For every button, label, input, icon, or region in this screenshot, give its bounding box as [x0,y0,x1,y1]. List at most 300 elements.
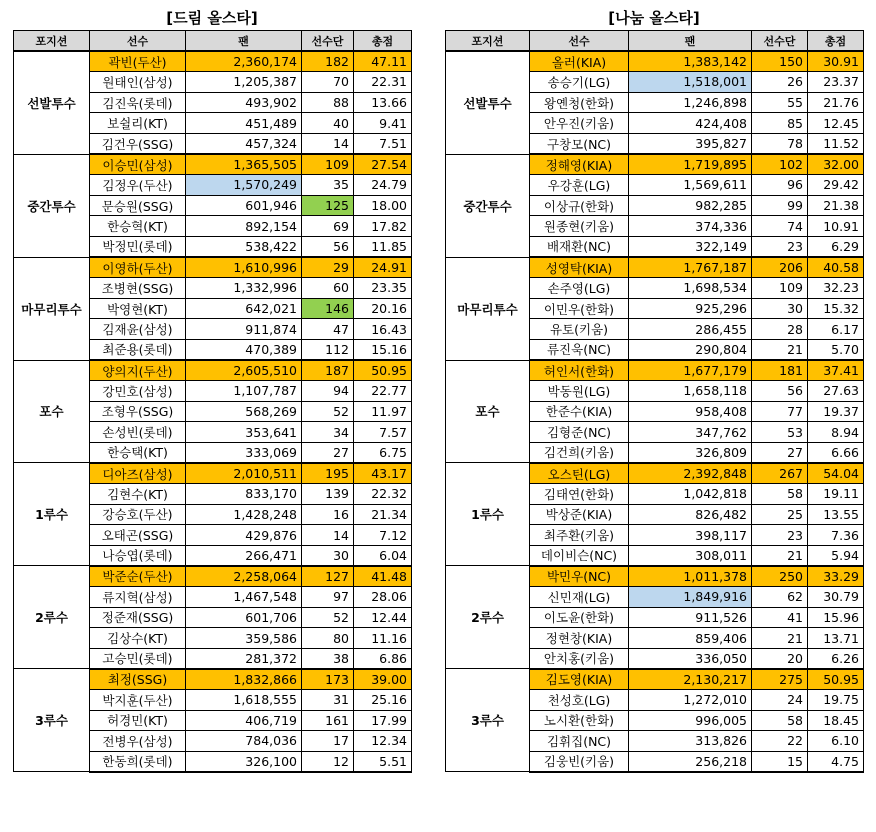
fan-votes-cell: 833,170 [186,484,302,505]
total-score-cell: 11.52 [808,133,864,154]
total-score-cell: 27.54 [354,154,412,175]
fan-votes-cell: 1,849,916 [629,587,752,608]
player-cell: 허인서(한화) [530,360,629,381]
squad-votes-cell: 206 [752,257,808,278]
squad-votes-cell: 127 [302,566,354,587]
player-cell: 정해영(KIA) [530,154,629,175]
player-cell: 전병우(삼성) [90,731,186,752]
squad-votes-cell: 275 [752,669,808,690]
fan-votes-cell: 1,767,187 [629,257,752,278]
total-score-cell: 7.57 [354,422,412,443]
squad-votes-cell: 21 [752,628,808,649]
squad-votes-cell: 80 [302,628,354,649]
player-cell: 김진욱(롯데) [90,92,186,113]
total-score-cell: 6.26 [808,648,864,669]
player-cell: 최주환(키움) [530,525,629,546]
header-fan: 팬 [186,31,302,52]
squad-votes-cell: 181 [752,360,808,381]
squad-votes-cell: 146 [302,298,354,319]
fan-votes-cell: 2,360,174 [186,51,302,72]
fan-votes-cell: 982,285 [629,195,752,216]
fan-votes-cell: 1,658,118 [629,381,752,402]
player-cell: 이상규(한화) [530,195,629,216]
player-cell: 유토(키움) [530,319,629,340]
fan-votes-cell: 1,610,996 [186,257,302,278]
total-score-cell: 18.00 [354,195,412,216]
total-score-cell: 15.32 [808,298,864,319]
fan-votes-cell: 326,809 [629,442,752,463]
squad-votes-cell: 40 [302,113,354,134]
total-score-cell: 32.00 [808,154,864,175]
table-row [14,360,412,381]
player-cell: 이민우(한화) [530,298,629,319]
total-score-cell: 7.36 [808,525,864,546]
squad-votes-cell: 125 [302,195,354,216]
fan-votes-cell: 784,036 [186,731,302,752]
player-cell: 박민우(NC) [530,566,629,587]
header-player: 선수 [90,31,186,52]
total-score-cell: 33.29 [808,566,864,587]
position-cell: 중간투수 [446,154,530,257]
squad-votes-cell: 99 [752,195,808,216]
fan-votes-cell: 333,069 [186,442,302,463]
squad-votes-cell: 23 [752,525,808,546]
fan-votes-cell: 642,021 [186,298,302,319]
position-cell: 1루수 [14,463,90,566]
player-cell: 조형우(SSG) [90,401,186,422]
total-score-cell: 7.12 [354,525,412,546]
fan-votes-cell: 308,011 [629,545,752,566]
player-cell: 이도윤(한화) [530,607,629,628]
player-cell: 성영탁(KIA) [530,257,629,278]
player-cell: 박지훈(두산) [90,690,186,711]
total-score-cell: 6.29 [808,236,864,257]
squad-votes-cell: 15 [752,751,808,772]
squad-votes-cell: 55 [752,92,808,113]
squad-votes-cell: 52 [302,401,354,422]
player-cell: 손주영(LG) [530,278,629,299]
fan-votes-cell: 1,618,555 [186,690,302,711]
table-row [14,566,412,587]
squad-votes-cell: 70 [302,72,354,93]
position-cell: 포수 [14,360,90,463]
total-score-cell: 10.91 [808,216,864,237]
squad-votes-cell: 17 [302,731,354,752]
player-cell: 김상수(KT) [90,628,186,649]
total-score-cell: 21.38 [808,195,864,216]
player-cell: 김현수(KT) [90,484,186,505]
total-score-cell: 32.23 [808,278,864,299]
squad-votes-cell: 25 [752,504,808,525]
header-position: 포지션 [14,31,90,52]
total-score-cell: 11.85 [354,236,412,257]
table-row [14,51,412,72]
header-total: 총점 [808,31,864,52]
player-cell: 박상준(KIA) [530,504,629,525]
player-cell: 김휘집(NC) [530,731,629,752]
player-cell: 김건희(키움) [530,442,629,463]
squad-votes-cell: 182 [302,51,354,72]
fan-votes-cell: 925,296 [629,298,752,319]
header-row [14,31,412,52]
fan-votes-cell: 347,762 [629,422,752,443]
squad-votes-cell: 77 [752,401,808,422]
table-row [446,463,864,484]
squad-votes-cell: 109 [302,154,354,175]
total-score-cell: 6.66 [808,442,864,463]
squad-votes-cell: 38 [302,648,354,669]
fan-votes-cell: 996,005 [629,710,752,731]
total-score-cell: 30.79 [808,587,864,608]
fan-votes-cell: 958,408 [629,401,752,422]
vote-table [13,30,412,773]
squad-votes-cell: 30 [302,545,354,566]
squad-votes-cell: 112 [302,339,354,360]
player-cell: 강민호(삼성) [90,381,186,402]
table-row [446,669,864,690]
total-score-cell: 21.34 [354,504,412,525]
fan-votes-cell: 911,874 [186,319,302,340]
total-score-cell: 37.41 [808,360,864,381]
total-score-cell: 19.11 [808,484,864,505]
panel-title: [나눔 올스타] [608,9,700,27]
player-cell: 보쉴리(KT) [90,113,186,134]
player-cell: 원종현(키움) [530,216,629,237]
total-score-cell: 50.95 [808,669,864,690]
table-row [446,257,864,278]
fan-votes-cell: 1,383,142 [629,51,752,72]
fan-votes-cell: 281,372 [186,648,302,669]
squad-votes-cell: 96 [752,175,808,196]
total-score-cell: 9.41 [354,113,412,134]
player-cell: 우강훈(LG) [530,175,629,196]
squad-votes-cell: 20 [752,648,808,669]
total-score-cell: 24.91 [354,257,412,278]
total-score-cell: 22.31 [354,72,412,93]
fan-votes-cell: 1,832,866 [186,669,302,690]
player-cell: 한승택(KT) [90,442,186,463]
fan-votes-cell: 1,569,611 [629,175,752,196]
player-cell: 왕옌청(한화) [530,92,629,113]
squad-votes-cell: 88 [302,92,354,113]
total-score-cell: 13.66 [354,92,412,113]
squad-votes-cell: 161 [302,710,354,731]
total-score-cell: 40.58 [808,257,864,278]
total-score-cell: 29.42 [808,175,864,196]
fan-votes-cell: 457,324 [186,133,302,154]
position-cell: 선발투수 [446,51,530,154]
total-score-cell: 12.45 [808,113,864,134]
dream-allstar-panel [13,6,411,773]
fan-votes-cell: 2,258,064 [186,566,302,587]
total-score-cell: 15.16 [354,339,412,360]
squad-votes-cell: 26 [752,72,808,93]
player-cell: 정현창(KIA) [530,628,629,649]
fan-votes-cell: 1,570,249 [186,175,302,196]
fan-votes-cell: 1,205,387 [186,72,302,93]
squad-votes-cell: 173 [302,669,354,690]
player-cell: 손성빈(롯데) [90,422,186,443]
player-cell: 안치홍(키움) [530,648,629,669]
fan-votes-cell: 353,641 [186,422,302,443]
total-score-cell: 19.75 [808,690,864,711]
total-score-cell: 21.76 [808,92,864,113]
squad-votes-cell: 14 [302,133,354,154]
fan-votes-cell: 1,042,818 [629,484,752,505]
total-score-cell: 47.11 [354,51,412,72]
fan-votes-cell: 601,946 [186,195,302,216]
fan-votes-cell: 395,827 [629,133,752,154]
table-row [14,257,412,278]
fan-votes-cell: 406,719 [186,710,302,731]
total-score-cell: 41.48 [354,566,412,587]
player-cell: 배재환(NC) [530,236,629,257]
header-total: 총점 [354,31,412,52]
fan-votes-cell: 601,706 [186,607,302,628]
squad-votes-cell: 23 [752,236,808,257]
player-cell: 한승혁(KT) [90,216,186,237]
fan-votes-cell: 429,876 [186,525,302,546]
total-score-cell: 18.45 [808,710,864,731]
player-cell: 안우진(키움) [530,113,629,134]
total-score-cell: 22.77 [354,381,412,402]
total-score-cell: 54.04 [808,463,864,484]
total-score-cell: 25.16 [354,690,412,711]
header-squad: 선수단 [302,31,354,52]
player-cell: 김형준(NC) [530,422,629,443]
player-cell: 오태곤(SSG) [90,525,186,546]
fan-votes-cell: 1,428,248 [186,504,302,525]
fan-votes-cell: 892,154 [186,216,302,237]
player-cell: 구창모(NC) [530,133,629,154]
fan-votes-cell: 359,586 [186,628,302,649]
header-row [446,31,864,52]
total-score-cell: 13.55 [808,504,864,525]
position-cell: 포수 [446,360,530,463]
fan-votes-cell: 2,010,511 [186,463,302,484]
squad-votes-cell: 195 [302,463,354,484]
squad-votes-cell: 62 [752,587,808,608]
fan-votes-cell: 2,130,217 [629,669,752,690]
total-score-cell: 39.00 [354,669,412,690]
nanum-allstar-panel [445,6,863,773]
position-cell: 중간투수 [14,154,90,257]
total-score-cell: 12.44 [354,607,412,628]
player-cell: 류지혁(삼성) [90,587,186,608]
fan-votes-cell: 374,336 [629,216,752,237]
squad-votes-cell: 52 [302,607,354,628]
player-cell: 박영현(KT) [90,298,186,319]
squad-votes-cell: 29 [302,257,354,278]
player-cell: 한준수(KIA) [530,401,629,422]
fan-votes-cell: 424,408 [629,113,752,134]
squad-votes-cell: 58 [752,710,808,731]
squad-votes-cell: 69 [302,216,354,237]
squad-votes-cell: 150 [752,51,808,72]
player-cell: 박정민(롯데) [90,236,186,257]
squad-votes-cell: 21 [752,545,808,566]
player-cell: 양의지(두산) [90,360,186,381]
total-score-cell: 17.99 [354,710,412,731]
player-cell: 이영하(두산) [90,257,186,278]
total-score-cell: 23.37 [808,72,864,93]
player-cell: 한동희(롯데) [90,751,186,772]
fan-votes-cell: 322,149 [629,236,752,257]
squad-votes-cell: 250 [752,566,808,587]
player-cell: 신민재(LG) [530,587,629,608]
squad-votes-cell: 187 [302,360,354,381]
panel-title: [드림 올스타] [166,9,258,27]
fan-votes-cell: 911,526 [629,607,752,628]
squad-votes-cell: 139 [302,484,354,505]
total-score-cell: 11.16 [354,628,412,649]
fan-votes-cell: 326,100 [186,751,302,772]
fan-votes-cell: 336,050 [629,648,752,669]
total-score-cell: 6.04 [354,545,412,566]
fan-votes-cell: 1,011,378 [629,566,752,587]
player-cell: 노시환(한화) [530,710,629,731]
player-cell: 최준용(롯데) [90,339,186,360]
table-row [14,154,412,175]
position-cell: 2루수 [14,566,90,669]
player-cell: 김정우(두산) [90,175,186,196]
player-cell: 김웅빈(키움) [530,751,629,772]
fan-votes-cell: 1,677,179 [629,360,752,381]
total-score-cell: 28.06 [354,587,412,608]
total-score-cell: 12.34 [354,731,412,752]
squad-votes-cell: 16 [302,504,354,525]
fan-votes-cell: 568,269 [186,401,302,422]
player-cell: 김도영(KIA) [530,669,629,690]
table-row [14,463,412,484]
squad-votes-cell: 41 [752,607,808,628]
fan-votes-cell: 1,719,895 [629,154,752,175]
position-cell: 마무리투수 [14,257,90,360]
squad-votes-cell: 60 [302,278,354,299]
fan-votes-cell: 1,246,898 [629,92,752,113]
total-score-cell: 13.71 [808,628,864,649]
total-score-cell: 23.35 [354,278,412,299]
position-cell: 1루수 [446,463,530,566]
total-score-cell: 17.82 [354,216,412,237]
player-cell: 박준순(두산) [90,566,186,587]
squad-votes-cell: 78 [752,133,808,154]
player-cell: 강승호(두산) [90,504,186,525]
table-row [446,154,864,175]
fan-votes-cell: 1,272,010 [629,690,752,711]
squad-votes-cell: 30 [752,298,808,319]
total-score-cell: 11.97 [354,401,412,422]
squad-votes-cell: 109 [752,278,808,299]
fan-votes-cell: 1,467,548 [186,587,302,608]
fan-votes-cell: 256,218 [629,751,752,772]
squad-votes-cell: 74 [752,216,808,237]
table-row [446,566,864,587]
total-score-cell: 27.63 [808,381,864,402]
fan-votes-cell: 1,332,996 [186,278,302,299]
squad-votes-cell: 21 [752,339,808,360]
player-cell: 오스틴(LG) [530,463,629,484]
fan-votes-cell: 538,422 [186,236,302,257]
total-score-cell: 5.51 [354,751,412,772]
player-cell: 김건우(SSG) [90,133,186,154]
squad-votes-cell: 22 [752,731,808,752]
squad-votes-cell: 56 [752,381,808,402]
position-cell: 선발투수 [14,51,90,154]
fan-votes-cell: 470,389 [186,339,302,360]
header-fan: 팬 [629,31,752,52]
squad-votes-cell: 97 [302,587,354,608]
total-score-cell: 22.32 [354,484,412,505]
total-score-cell: 5.94 [808,545,864,566]
total-score-cell: 30.91 [808,51,864,72]
position-cell: 3루수 [446,669,530,772]
fan-votes-cell: 286,455 [629,319,752,340]
total-score-cell: 24.79 [354,175,412,196]
player-cell: 김태연(한화) [530,484,629,505]
player-cell: 천성호(LG) [530,690,629,711]
total-score-cell: 43.17 [354,463,412,484]
fan-votes-cell: 493,902 [186,92,302,113]
player-cell: 정준재(SSG) [90,607,186,628]
total-score-cell: 20.16 [354,298,412,319]
total-score-cell: 5.70 [808,339,864,360]
squad-votes-cell: 35 [302,175,354,196]
player-cell: 고승민(롯데) [90,648,186,669]
fan-votes-cell: 2,605,510 [186,360,302,381]
total-score-cell: 6.10 [808,731,864,752]
player-cell: 문승원(SSG) [90,195,186,216]
squad-votes-cell: 24 [752,690,808,711]
header-position: 포지션 [446,31,530,52]
total-score-cell: 19.37 [808,401,864,422]
table-row [446,51,864,72]
squad-votes-cell: 27 [752,442,808,463]
player-cell: 박동원(LG) [530,381,629,402]
total-score-cell: 6.17 [808,319,864,340]
fan-votes-cell: 313,826 [629,731,752,752]
squad-votes-cell: 85 [752,113,808,134]
squad-votes-cell: 31 [302,690,354,711]
player-cell: 허경민(KT) [90,710,186,731]
squad-votes-cell: 27 [302,442,354,463]
fan-votes-cell: 826,482 [629,504,752,525]
total-score-cell: 6.75 [354,442,412,463]
squad-votes-cell: 34 [302,422,354,443]
fan-votes-cell: 451,489 [186,113,302,134]
position-cell: 2루수 [446,566,530,669]
total-score-cell: 15.96 [808,607,864,628]
fan-votes-cell: 1,698,534 [629,278,752,299]
player-cell: 디아즈(삼성) [90,463,186,484]
header-squad: 선수단 [752,31,808,52]
table-row [14,669,412,690]
total-score-cell: 8.94 [808,422,864,443]
player-cell: 송승기(LG) [530,72,629,93]
squad-votes-cell: 53 [752,422,808,443]
total-score-cell: 7.51 [354,133,412,154]
player-cell: 올러(KIA) [530,51,629,72]
player-cell: 원태인(삼성) [90,72,186,93]
squad-votes-cell: 94 [302,381,354,402]
fan-votes-cell: 859,406 [629,628,752,649]
player-cell: 류진욱(NC) [530,339,629,360]
player-cell: 최정(SSG) [90,669,186,690]
fan-votes-cell: 1,365,505 [186,154,302,175]
table-row [446,360,864,381]
squad-votes-cell: 14 [302,525,354,546]
player-cell: 김재윤(삼성) [90,319,186,340]
